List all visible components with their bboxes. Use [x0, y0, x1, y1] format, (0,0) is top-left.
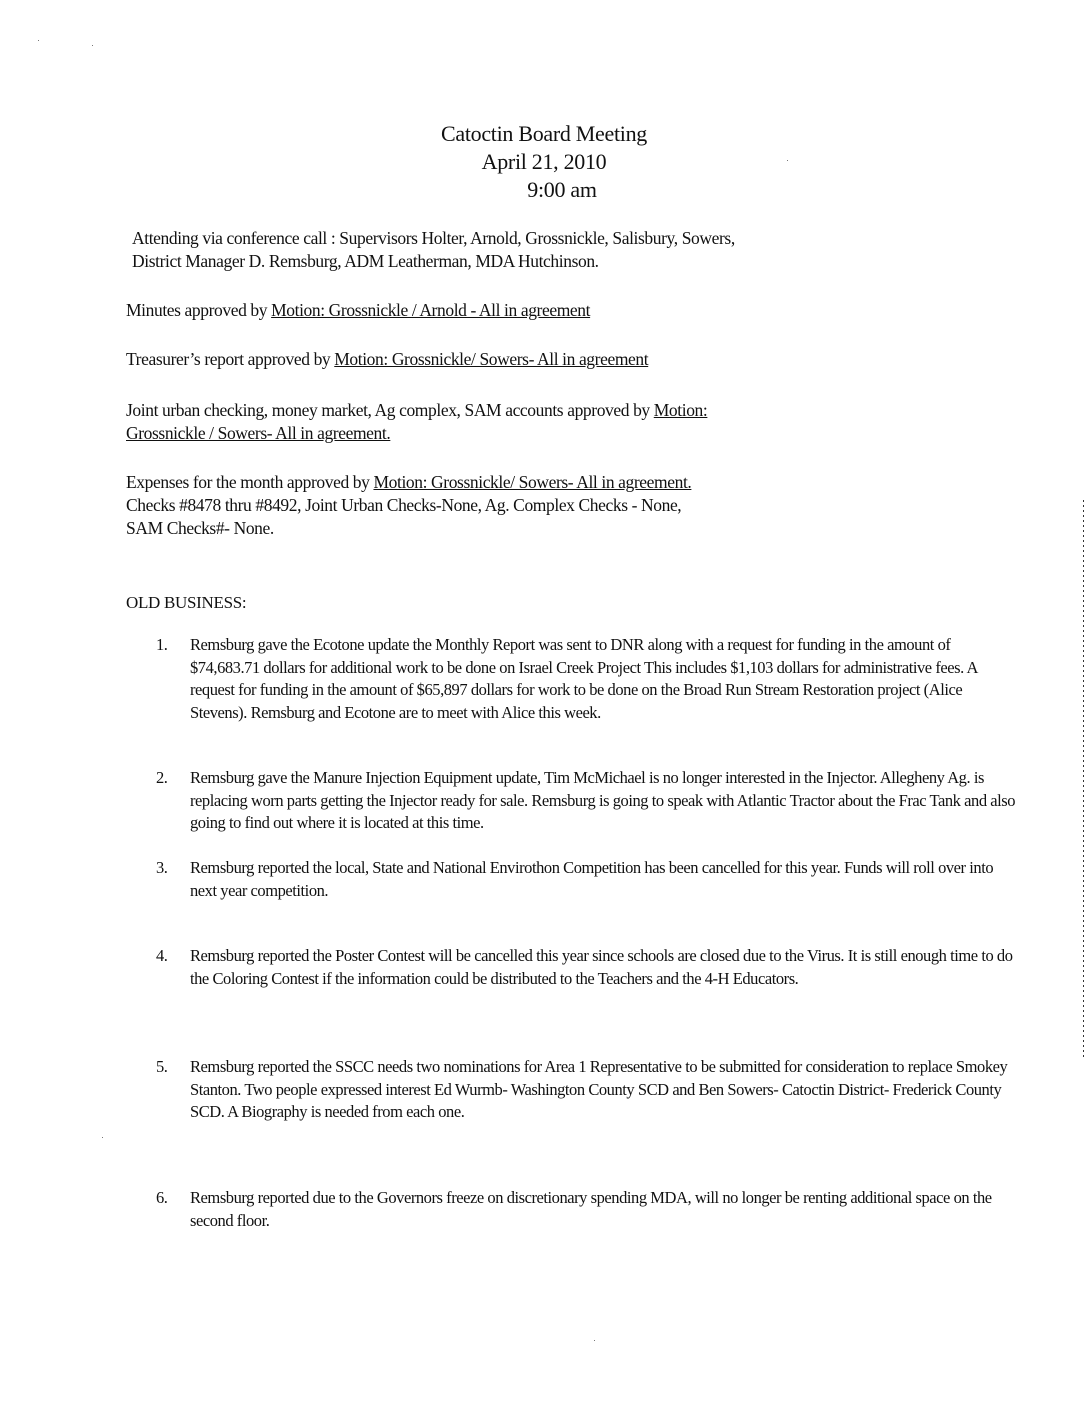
attendance-line-1: Attending via conference call : Supervisors Holter, Arnold, Grossnickle, Salisbury, Sowers,	[132, 228, 735, 248]
scan-speck	[38, 40, 39, 41]
minutes-approval-text: Minutes approved by	[126, 300, 272, 320]
checks-line: Checks #8478 thru #8492, Joint Urban Checks-None, Ag. Complex Checks - None,	[126, 495, 682, 515]
attendance-line-2: District Manager D. Remsburg, ADM Leatherman, MDA Hutchinson.	[132, 251, 599, 271]
treasurer-motion: Motion: Grossnickle/ Sowers- All in agreement	[334, 349, 649, 369]
accounts-approval-text: Joint urban checking, money market, Ag complex, SAM accounts approved by	[126, 400, 654, 420]
item-number: 5.	[156, 1057, 168, 1076]
scan-speck	[102, 1137, 103, 1138]
scan-speck	[92, 45, 93, 46]
expenses-approval-text: Expenses for the month approved by	[126, 472, 374, 492]
item-number: 6.	[156, 1188, 168, 1207]
list-item	[156, 1056, 1016, 1124]
accounts-motion: Grossnickle / Sowers- All in agreement.	[126, 423, 391, 443]
treasurer-approval	[126, 348, 1006, 371]
item-text: Remsburg reported the local, State and National Envirothon Competition has been cancelled for this year. Funds will roll over into next year competition.	[190, 858, 994, 900]
accounts-approval	[126, 399, 1006, 445]
item-text: Remsburg gave the Manure Injection Equipment update, Tim McMichael is no longer interested in the Injector. Allegheny Ag. is replacing worn parts getting the Injector ready for sale. Remsburg is going to speak with Atlantic Tractor about the Frac Tank and also going to find out where it is located at this time.	[190, 768, 1016, 832]
item-text: Remsburg reported due to the Governors freeze on discretionary spending MDA, will no longer be renting additional space on the second floor.	[190, 1188, 992, 1230]
list-item	[156, 634, 1016, 724]
scan-speck	[594, 1340, 595, 1341]
item-number: 4.	[156, 946, 168, 965]
list-item	[156, 1187, 1016, 1232]
document-title: Catoctin Board Meeting	[440, 121, 648, 146]
item-text: Remsburg reported the SSCC needs two nominations for Area 1 Representative to be submitted for consideration to replace Smokey Stanton. Two people expressed interest Ed Wurmb- Washington County SCD and Ben Sowers- Catoctin District- Frederick County SCD. A Biography is needed from each one.	[190, 1057, 1008, 1121]
attendance-paragraph	[132, 227, 1012, 273]
expenses-approval	[126, 471, 1006, 540]
item-number: 3.	[156, 858, 168, 877]
item-number: 2.	[156, 768, 168, 787]
list-item	[156, 857, 1016, 902]
meeting-date: April 21, 2010	[481, 149, 607, 174]
item-text: Remsburg gave the Ecotone update the Monthly Report was sent to DNR along with a request for funding in the amount of $74,683.71 dollars for additional work to be done on Israel Creek Project This includes $1,103 dollars for administrative fees. A request for funding in the amount of $65,897 dollars for work to be done on the Broad Run Stream Restoration project (Alice Stevens). Remsburg and Ecotone are to meet with Alice this week.	[190, 635, 978, 722]
document-header	[0, 120, 1088, 204]
treasurer-approval-text: Treasurer’s report approved by	[126, 349, 335, 369]
scan-edge-artifact	[1083, 500, 1084, 1060]
list-item	[156, 767, 1016, 835]
meeting-time: 9:00 am	[527, 177, 597, 202]
item-number: 1.	[156, 635, 168, 654]
scan-speck	[787, 160, 788, 161]
expenses-motion: Motion: Grossnickle/ Sowers- All in agreement.	[373, 472, 692, 492]
accounts-motion-label: Motion:	[653, 400, 708, 420]
old-business-heading: OLD BUSINESS:	[126, 593, 247, 612]
list-item	[156, 945, 1016, 990]
minutes-approval	[126, 299, 1006, 322]
sam-checks-line: SAM Checks#- None.	[126, 518, 274, 538]
item-text: Remsburg reported the Poster Contest will be cancelled this year since schools are closed due to the Virus. It is still enough time to do the Coloring Contest if the information could be distributed to the Teachers and the 4-H Educators.	[190, 946, 1013, 988]
minutes-motion: Motion: Grossnickle / Arnold - All in agreement	[271, 300, 591, 320]
